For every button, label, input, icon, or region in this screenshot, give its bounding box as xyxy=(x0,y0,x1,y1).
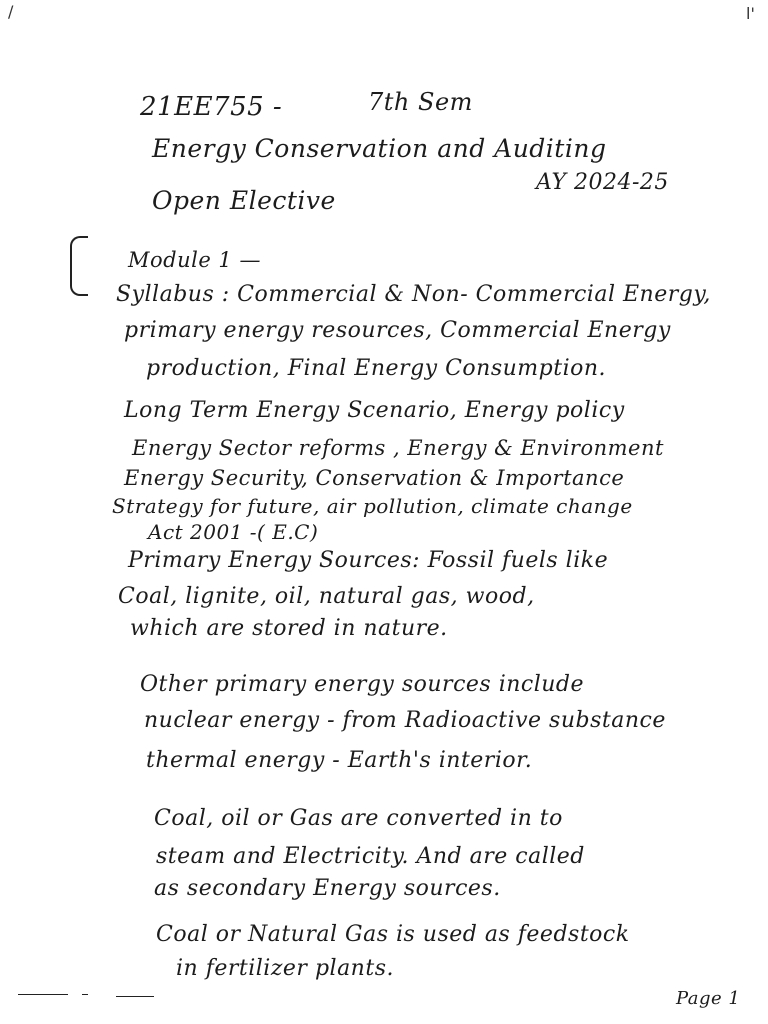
note-line: Coal, lignite, oil, natural gas, wood, xyxy=(118,584,535,609)
note-line: primary energy resources, Commercial Energy xyxy=(124,318,671,343)
note-line: as secondary Energy sources. xyxy=(154,876,501,901)
note-line: nuclear energy - from Radioactive substance xyxy=(144,708,666,733)
semester: 7th Sem xyxy=(368,88,473,116)
academic-year: AY 2024-25 xyxy=(536,170,669,195)
note-line: Other primary energy sources include xyxy=(140,672,585,697)
note-line: Coal, oil or Gas are converted in to xyxy=(154,806,563,831)
note-line: steam and Electricity. And are called xyxy=(156,844,585,869)
module-bracket xyxy=(70,236,88,296)
note-line: Strategy for future, air pollution, climate change xyxy=(112,494,633,518)
note-line: Energy Security, Conservation & Importance xyxy=(124,466,625,490)
note-line: Syllabus : Commercial & Non- Commercial Energy, xyxy=(116,282,711,307)
note-line: Energy Sector reforms , Energy & Environment xyxy=(132,436,664,460)
corner-mark-left: / xyxy=(8,2,14,21)
note-line: Long Term Energy Scenario, Energy policy xyxy=(124,398,625,423)
note-line: Primary Energy Sources: Fossil fuels like xyxy=(128,548,609,573)
course-code: 21EE755 - xyxy=(140,92,283,122)
course-title: Energy Conservation and Auditing xyxy=(152,134,607,163)
page-number: Page 1 xyxy=(676,988,741,1009)
note-line: Act 2001 -( E.C) xyxy=(148,520,319,544)
corner-mark-right: l' xyxy=(746,4,755,23)
course-type: Open Elective xyxy=(152,186,336,215)
scribble-dash xyxy=(82,994,88,995)
note-line: which are stored in nature. xyxy=(130,616,448,641)
note-line: in fertilizer plants. xyxy=(176,956,394,981)
note-line: thermal energy - Earth's interior. xyxy=(146,748,533,773)
module-heading: Module 1 — xyxy=(128,248,261,272)
note-line: Coal or Natural Gas is used as feedstock xyxy=(156,922,630,947)
scribble-dash xyxy=(116,996,154,997)
note-line: production, Final Energy Consumption. xyxy=(146,356,607,381)
scribble-dash xyxy=(18,994,68,995)
